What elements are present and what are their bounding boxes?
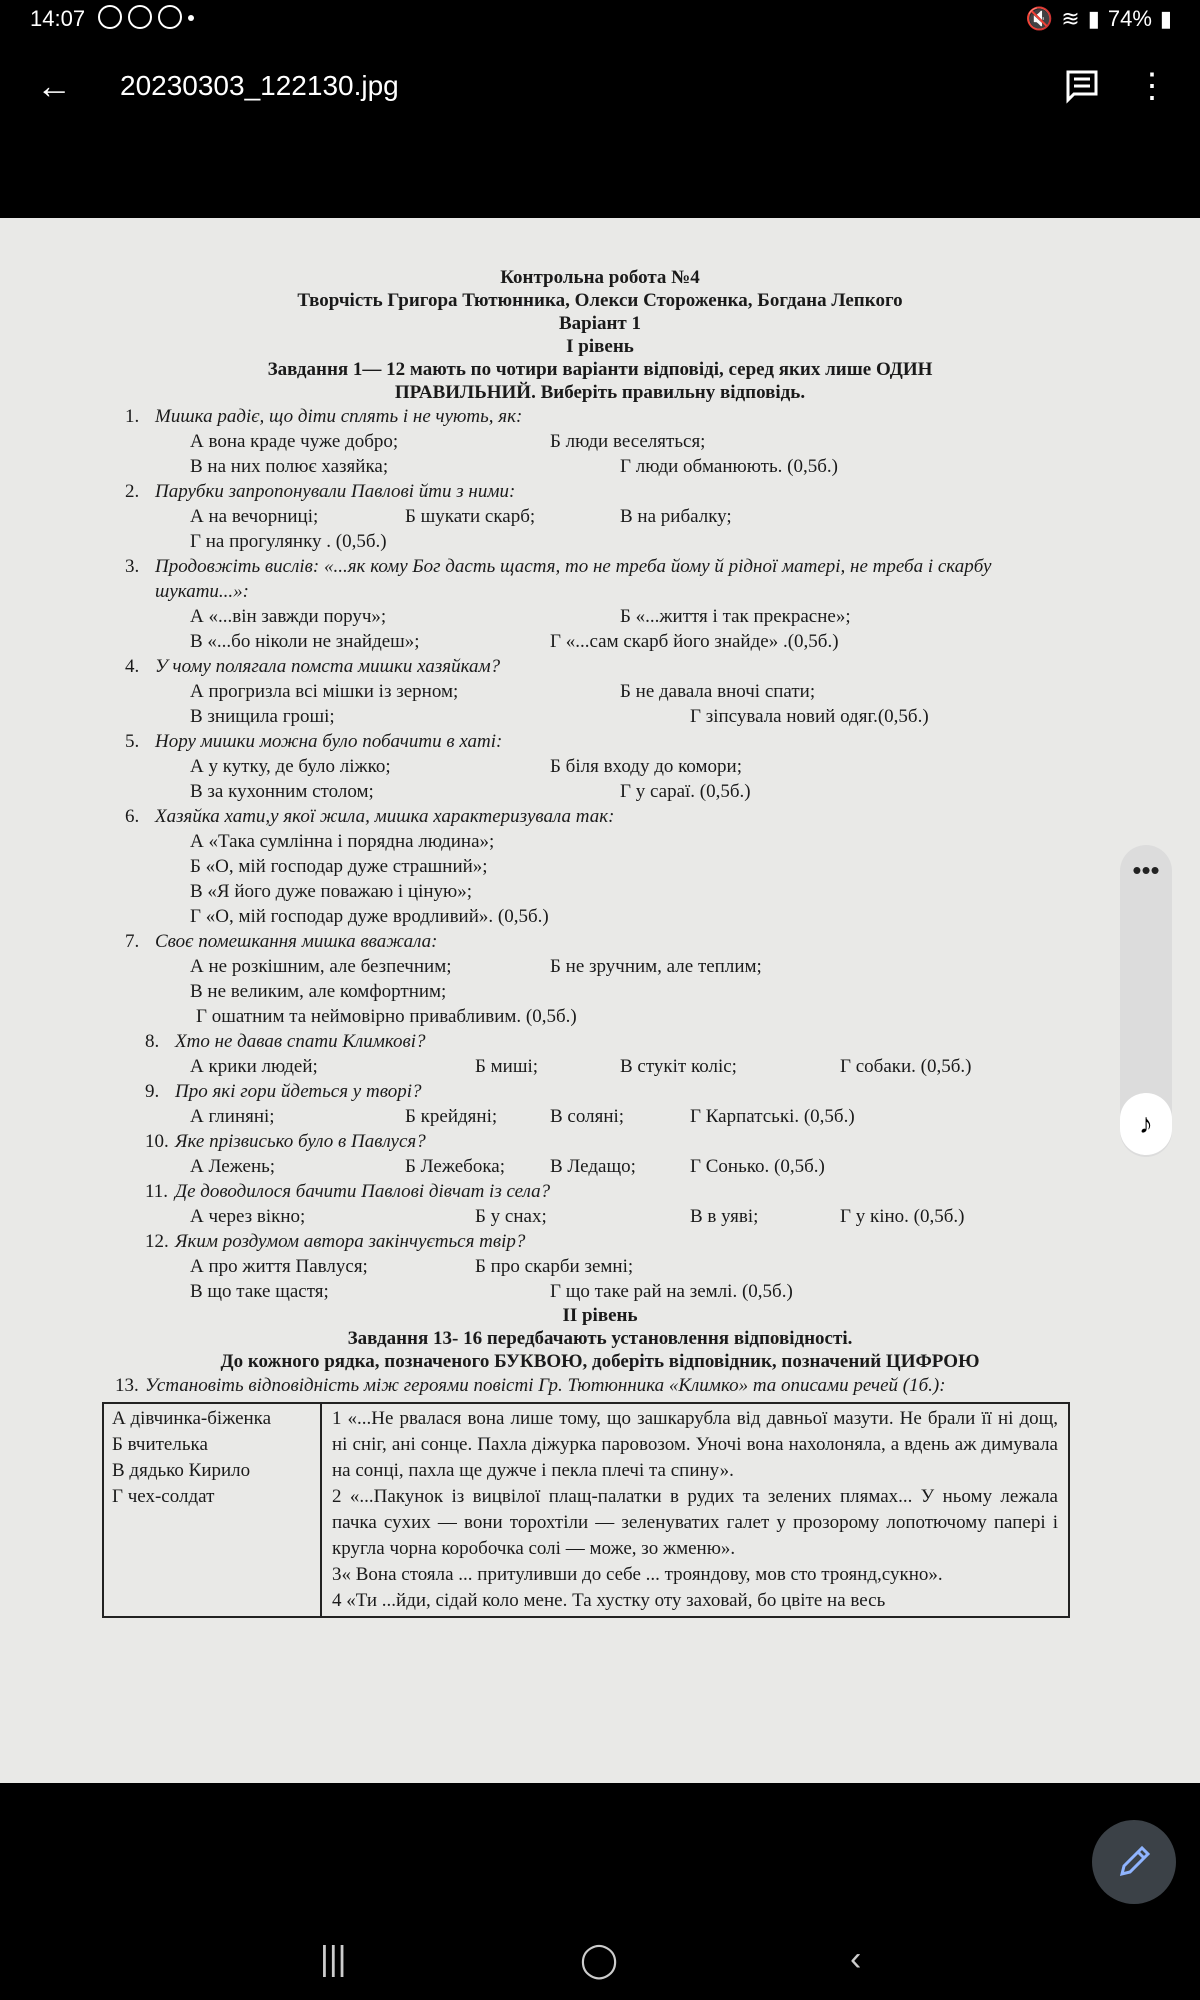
- answer-v: В що таке щастя;: [190, 1281, 329, 1302]
- answers-row: [190, 429, 1050, 454]
- character: Г чех-солдат: [112, 1486, 215, 1507]
- answer-a: А «...він завжди поруч»;: [190, 606, 387, 627]
- question-1: [125, 404, 1060, 429]
- answers-row: [190, 1254, 1050, 1279]
- instructions-4: До кожного рядка, позначеного БУКВОЮ, доберіть відповідник, позначений ЦИФРОЮ: [220, 1351, 980, 1372]
- q-text: Парубки запропонували Павлові йти з ними:: [155, 481, 516, 502]
- answer-b: Б у снах;: [475, 1206, 547, 1227]
- characters-column: [104, 1404, 322, 1616]
- answers-row: [190, 1204, 1050, 1229]
- test-subtitle: Творчість Григора Тютюнника, Олекси Стороженка, Богдана Лепкого: [297, 290, 903, 311]
- answer-b: Б біля входу до комори;: [550, 756, 742, 777]
- chrome-icon: [128, 5, 152, 29]
- answers-row: [190, 529, 1050, 554]
- app-bar: [0, 38, 1200, 138]
- description: 4 «Ти ...йди, сідай коло мене. Та хустку оту заховай, бо цвіте на весь: [332, 1590, 886, 1611]
- answer-a: А глиняні;: [190, 1106, 275, 1127]
- navigation-bar: [0, 1930, 1200, 2000]
- battery-level: 74%: [1107, 6, 1152, 31]
- q-text: Хто не давав спати Климкові?: [175, 1031, 426, 1052]
- answers-row: [190, 779, 1050, 804]
- answer-b: Б «...життя і так прекрасне»;: [620, 606, 851, 627]
- answer-g: Г ошатним та неймовірно привабливим. (0,5б.): [196, 1006, 577, 1027]
- answers-row: [190, 904, 1050, 929]
- q-text: Яким роздумом автора закінчується твір?: [175, 1231, 526, 1252]
- instructions-3: Завдання 13- 16 передбачають установлення відповідності.: [347, 1328, 853, 1349]
- answer-g: Г собаки. (0,5б.): [840, 1056, 972, 1077]
- answer-v: В «Я його дуже поважаю і ціную»;: [190, 881, 473, 902]
- answers-row: [190, 879, 1050, 904]
- answer-a: А про життя Павлуся;: [190, 1256, 368, 1277]
- answer-v: В за кухонним столом;: [190, 781, 374, 802]
- answer-g: Г «О, мій господар дуже вродливий». (0,5б.): [190, 906, 549, 927]
- answer-a: А крики людей;: [190, 1056, 318, 1077]
- document-image: [0, 218, 1200, 1783]
- answers-row: [190, 704, 1050, 729]
- instructions-2: ПРАВИЛЬНИЙ. Виберіть правильну відповідь.: [394, 382, 806, 403]
- q-number: 3.: [125, 556, 140, 577]
- answer-a: А не розкішним, але безпечним;: [190, 956, 452, 977]
- instructions-1: Завдання 1— 12 мають по чотири варіанти відповіді, серед яких лише ОДИН: [267, 359, 933, 380]
- q-text: Хазяйка хати,у якої жила, мишка характеризувала так:: [155, 806, 615, 827]
- answer-g: Г Карпатські. (0,5б.): [690, 1106, 855, 1127]
- viber-icon: [98, 5, 122, 29]
- answer-b: Б не зручним, але теплим;: [550, 956, 762, 977]
- q-text: Установіть відповідність між героями повісті Гр. Тютюнника «Климко» та описами речей (1б.):: [145, 1375, 946, 1396]
- comment-icon[interactable]: [1060, 64, 1104, 108]
- answers-row: [190, 1054, 1050, 1079]
- wifi-icon: ≋: [1061, 6, 1080, 31]
- answer-a: А на вечорниці;: [190, 506, 319, 527]
- q-text: У чому полягала помста мишки хазяйкам?: [155, 656, 501, 677]
- file-title: 20230303_122130.jpg: [120, 70, 399, 101]
- answer-g: Г у сараї. (0,5б.): [620, 781, 751, 802]
- signal-icon: ▮: [1087, 6, 1100, 31]
- q-number: 7.: [125, 931, 140, 952]
- answer-b: Б Лежебока;: [405, 1156, 505, 1177]
- answer-a: А у кутку, де було ліжко;: [190, 756, 391, 777]
- answers-row: [190, 754, 1050, 779]
- clock: 14:07: [30, 6, 86, 31]
- question-2: [125, 479, 1060, 504]
- answer-g: Г у кіно. (0,5б.): [840, 1206, 965, 1227]
- question-6: [125, 804, 1060, 829]
- q-number: 13.: [115, 1375, 139, 1396]
- answer-v: В Ледащо;: [550, 1156, 636, 1177]
- question-11: [145, 1179, 1080, 1204]
- answer-v: В знищила гроші;: [190, 706, 335, 727]
- question-4: [125, 654, 1060, 679]
- answer-g: Г Сонько. (0,5б.): [690, 1156, 825, 1177]
- character: Б вчителька: [112, 1434, 208, 1455]
- system-icons: [1026, 6, 1172, 32]
- q-number: 8.: [145, 1031, 160, 1052]
- description: 3« Вона стояла ... притуливши до себе ... трояндову, мов сто троянд,сукно».: [332, 1564, 943, 1585]
- answers-row: [190, 679, 1050, 704]
- q-number: 6.: [125, 806, 140, 827]
- q-number: 10.: [145, 1131, 169, 1152]
- home-icon[interactable]: ◯: [580, 1941, 619, 1979]
- q-number: 9.: [145, 1081, 160, 1102]
- answers-row: [190, 604, 1050, 629]
- question-12: [145, 1229, 1080, 1254]
- answers-row: [190, 1154, 1050, 1179]
- question-3: [125, 554, 1060, 604]
- answer-v: В на них полює хазяйка;: [190, 456, 389, 477]
- answer-v: В не великим, але комфортним;: [190, 981, 447, 1002]
- back-nav-icon[interactable]: ‹: [850, 1940, 862, 1978]
- description: 1 «...Не рвалася вона лише тому, що зашкарубла від давньої мазути. Не брали її ні дощ, ні сніг, ані сонце. Пахла діжурка паровозом. Уночі вона нахолоняла, а вдень аж димувала на сонці, пахла ще дужче і пекла плечі та спину».: [332, 1408, 1058, 1481]
- answers-row: [190, 454, 1050, 479]
- notification-icons: [98, 5, 194, 29]
- answer-v: В соляні;: [550, 1106, 625, 1127]
- answer-b: Б шукати скарб;: [405, 506, 536, 527]
- q-text: Де доводилося бачити Павлові дівчат із села?: [175, 1181, 551, 1202]
- answer-g: Г що таке рай на землі. (0,5б.): [550, 1281, 793, 1302]
- q-number: 5.: [125, 731, 140, 752]
- answers-row: [190, 979, 1050, 1004]
- app-icon: [158, 5, 182, 29]
- answer-a: А прогризла всі мішки із зерном;: [190, 681, 459, 702]
- question-13: [115, 1373, 1055, 1398]
- answers-row: [190, 1104, 1050, 1129]
- description: 2 «...Пакунок із вицвілої плащ-палатки в рудих та зелених плямах... У ньому лежала пачка сухих — вони торохтіли — зеленуватих галет у прозорому лопотючому папері і кругла чорна коробочка солі — може, зо жменю».: [332, 1486, 1058, 1559]
- pencil-icon: [1092, 1820, 1176, 1904]
- recents-icon[interactable]: |||: [320, 1940, 347, 1978]
- answers-row: [190, 854, 1050, 879]
- q-text: Яке прізвисько було в Павлуся?: [175, 1131, 426, 1152]
- answers-row: [190, 829, 1050, 854]
- answer-a: А через вікно;: [190, 1206, 306, 1227]
- q-text: Своє помешкання мишка вважала:: [155, 931, 438, 952]
- question-7: [125, 929, 1060, 954]
- test-sheet: [0, 266, 1200, 1618]
- q-text: Нору мишки можна було побачити в хаті:: [155, 731, 503, 752]
- answer-a: А «Така сумлінна і порядна людина»;: [190, 831, 495, 852]
- answers-row: [190, 1004, 1050, 1029]
- more-options-icon[interactable]: ⋮: [1135, 67, 1169, 105]
- edit-button[interactable]: [1092, 1820, 1176, 1904]
- answer-v: В на рибалку;: [620, 506, 732, 527]
- q-text: Про які гори йдеться у творі?: [175, 1081, 422, 1102]
- q-number: 2.: [125, 481, 140, 502]
- q-text: Мишка радіє, що діти сплять і не чують, як:: [155, 406, 523, 427]
- answers-row: [190, 954, 1050, 979]
- answer-v: В стукіт коліс;: [620, 1056, 737, 1077]
- q-number: 11.: [145, 1181, 169, 1202]
- test-title: Контрольна робота №4: [500, 267, 700, 288]
- more-horiz-icon[interactable]: •••: [1132, 855, 1160, 885]
- character: А дівчинка-біженка: [112, 1408, 272, 1429]
- more-notifications-icon: [188, 15, 194, 21]
- variant: Варіант 1: [558, 313, 642, 334]
- question-10: [145, 1129, 1080, 1154]
- character: В дядько Кирило: [112, 1460, 251, 1481]
- descriptions-column: [322, 1404, 1068, 1616]
- q-text: Продовжіть вислів: «...як кому Бог дасть щастя, то не треба йому й рідної матері, не треба і скарбу шукати...»:: [155, 556, 992, 602]
- q-number: 4.: [125, 656, 140, 677]
- mute-icon: 🔇: [1025, 6, 1054, 31]
- question-9: [145, 1079, 1080, 1104]
- answer-a: А вона краде чуже добро;: [190, 431, 399, 452]
- answers-row: [190, 1279, 1050, 1304]
- q-number: 1.: [125, 406, 140, 427]
- scroll-handle-icon[interactable]: ♪: [1120, 1093, 1172, 1155]
- question-8: [145, 1029, 1080, 1054]
- answers-row: [190, 504, 1050, 529]
- answer-b: Б миші;: [475, 1056, 539, 1077]
- answer-b: Б «О, мій господар дуже страшний»;: [190, 856, 488, 877]
- matching-table: [102, 1402, 1070, 1618]
- level-2: ІІ рівень: [562, 1305, 638, 1326]
- answer-g: Г зіпсувала новий одяг.(0,5б.): [690, 706, 929, 727]
- answer-a: А Лежень;: [190, 1156, 276, 1177]
- level-1: І рівень: [566, 336, 634, 357]
- answer-g: Г «...сам скарб його знайде» .(0,5б.): [550, 631, 839, 652]
- answer-g: Г на прогулянку . (0,5б.): [190, 531, 387, 552]
- answer-g: Г люди обманюють. (0,5б.): [620, 456, 838, 477]
- answer-b: Б про скарби земні;: [475, 1256, 634, 1277]
- fast-scroller[interactable]: [1120, 845, 1172, 1157]
- q-number: 12.: [145, 1231, 169, 1252]
- battery-icon: ▮: [1159, 6, 1172, 31]
- answer-b: Б не давала вночі спати;: [620, 681, 816, 702]
- answer-v: В «...бо ніколи не знайдеш»;: [190, 631, 420, 652]
- answer-v: В в уяві;: [690, 1206, 759, 1227]
- question-5: [125, 729, 1060, 754]
- answers-row: [190, 629, 1050, 654]
- answer-b: Б крейдяні;: [405, 1106, 498, 1127]
- answer-b: Б люди веселяться;: [550, 431, 706, 452]
- status-bar: [0, 0, 1200, 38]
- back-arrow-icon[interactable]: ←: [36, 65, 72, 106]
